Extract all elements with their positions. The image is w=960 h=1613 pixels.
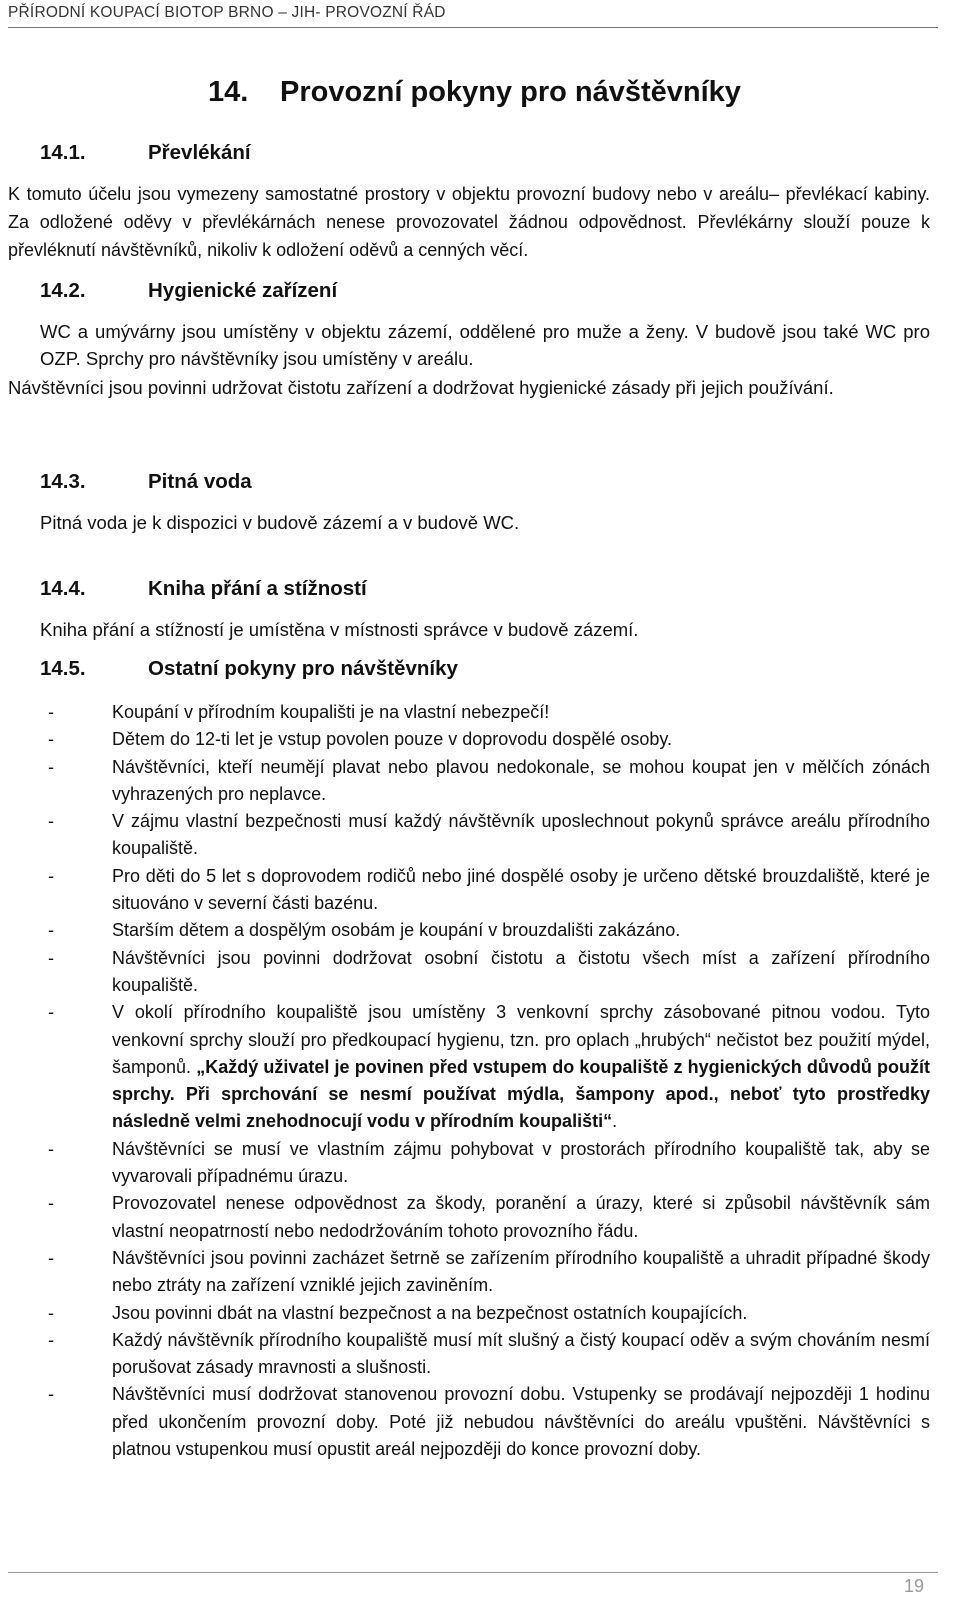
list-item xyxy=(40,1327,930,1382)
list-item-text: Každý návštěvník přírodního koupaliště musí mít slušný a čistý koupací oděv a svým chováním nesmí porušovat zásady mravnosti a slušnosti. xyxy=(112,1329,930,1378)
list-item-text: Návštěvníci jsou povinni zacházet šetrně se zařízením přírodního koupaliště a uhradit případné škody nebo ztráty na zařízení vzniklé jejich zaviněním. xyxy=(112,1247,930,1296)
list-item-text: Dětem do 12-ti let je vstup povolen pouze v doprovodu dospělé osoby. xyxy=(112,729,673,750)
list-item xyxy=(40,1245,930,1300)
list-item-text: Návštěvníci jsou povinni dodržovat osobní čistotu a čistotu všech míst a zařízení přírodního koupaliště. xyxy=(112,947,930,995)
list-item-text: Provozovatel nenese odpovědnost za škody, poranění a úrazy, které si způsobil návštěvník sám vlastní neopatrností nebo nedodržováním tohoto provozního řádu. xyxy=(112,1193,930,1241)
section-title: Pitná voda xyxy=(148,470,252,493)
dash-bullet: - xyxy=(48,1247,54,1268)
list-item xyxy=(40,1190,930,1245)
dash-bullet: - xyxy=(48,1193,54,1214)
section-number: 14.3. xyxy=(40,470,86,493)
section-title: Hygienické zařízení xyxy=(148,279,338,302)
list-item-text: . xyxy=(612,1111,618,1132)
dash-bullet: - xyxy=(48,920,54,941)
list-item xyxy=(40,999,930,1135)
dash-bullet: - xyxy=(48,947,54,968)
chapter-title-text: Provozní pokyny pro návštěvníky xyxy=(280,76,741,108)
dash-bullet: - xyxy=(48,811,54,832)
list-item xyxy=(40,917,930,944)
list-item xyxy=(40,1381,930,1463)
section-title: Převlékání xyxy=(148,141,251,164)
running-header: PŘÍRODNÍ KOUPACÍ BIOTOP BRNO – JIH- PROVOZNÍ ŘÁD xyxy=(8,4,938,28)
section-heading-14-1 xyxy=(40,141,251,165)
dash-bullet: - xyxy=(48,1384,54,1405)
section-heading-14-4 xyxy=(40,577,367,601)
section-number: 14.1. xyxy=(40,141,86,164)
section-text-14-3: Pitná voda je k dispozici v budově zázemí a v budově WC. xyxy=(40,512,520,533)
dash-bullet: - xyxy=(48,1329,54,1350)
list-item xyxy=(40,726,930,753)
list-item-text: Jsou povinni dbát na vlastní bezpečnost a na bezpečnost ostatních koupajících. xyxy=(112,1302,748,1323)
list-item-text: V okolí přírodního koupaliště jsou umístěny 3 venkovní sprchy zásobované pitnou vodou. Tyto venkovní sprchy slouží pro předkoupací hygienu, tzn. pro oplach „hrubých“ nečistot bez použití mýdel, šamponů. xyxy=(112,1002,930,1077)
list-item-text: Návštěvníci se musí ve vlastním zájmu pohybovat v prostorách přírodního koupaliště tak, aby se vyvarovali případnému úrazu. xyxy=(112,1138,930,1187)
section-text-14-2: WC a umývárny jsou umístěny v objektu zázemí, oddělené pro muže a ženy. V budově jsou také WC pro OZP. Sprchy pro návštěvníky jsou umístěny v areálu. xyxy=(40,321,930,369)
section-number: 14.4. xyxy=(40,577,86,600)
section-text-14-4: Kniha přání a stížností je umístěna v místnosti správce v budově zázemí. xyxy=(40,619,639,640)
footer-divider xyxy=(8,1572,938,1573)
dash-bullet: - xyxy=(48,1002,54,1023)
chapter-number: 14. xyxy=(208,76,249,108)
section-number: 14.2. xyxy=(40,279,86,302)
dash-bullet: - xyxy=(48,702,54,722)
list-item xyxy=(40,754,930,809)
dash-bullet: - xyxy=(48,1302,54,1323)
section-title: Kniha přání a stížností xyxy=(148,577,367,600)
list-item xyxy=(40,1300,930,1327)
visitor-rules-list xyxy=(40,699,930,1463)
dash-bullet: - xyxy=(48,1138,54,1159)
section-number: 14.5. xyxy=(40,657,86,680)
dash-bullet: - xyxy=(48,756,54,777)
list-item xyxy=(40,1136,930,1191)
list-item xyxy=(40,863,930,918)
list-item xyxy=(40,808,930,863)
section-heading-14-2 xyxy=(40,279,337,303)
section-text-14-1: K tomuto účelu jsou vymezeny samostatné prostory v objektu provozní budovy nebo v areálu– převlékací kabiny. Za odložené oděvy v převlékárnách nenese provozovatel žádnou odpovědnost. Převlékárny slouží pouze k převléknutí návštěvníků, nikoliv k odložení oděvů a cenných věcí. xyxy=(8,184,930,260)
list-item-text: Starším dětem a dospělým osobám je koupání v brouzdališti zakázáno. xyxy=(112,920,681,941)
list-item-bold-text: „Každý uživatel je povinen před vstupem do koupaliště z hygienických důvodů použít sprchy. Při sprchování se nesmí používat mýdla, šampony apod., neboť tyto prostředky následně velmi znehodnocují vodu v přírodním koupališti“ xyxy=(112,1056,930,1132)
list-item-text: Koupání v přírodním koupališti je na vlastní nebezpečí! xyxy=(112,702,550,722)
list-item xyxy=(40,945,930,1000)
list-item xyxy=(40,699,930,726)
list-item-text: Pro děti do 5 let s doprovodem rodičů nebo jiné dospělé osoby je určeno dětské brouzdaliště, které je situováno v severní části bazénu. xyxy=(112,865,930,914)
dash-bullet: - xyxy=(48,729,54,750)
chapter-title xyxy=(208,76,741,109)
section-heading-14-5 xyxy=(40,657,458,681)
list-item-text: Návštěvníci musí dodržovat stanovenou provozní dobu. Vstupenky se prodávají nejpozději 1 hodinu před ukončením provozní doby. Poté již nebudou návštěvníci do areálu vpuštěni. Návštěvníci s platnou vstupenkou musí opustit areál nejpozději do konce provozní doby. xyxy=(112,1384,930,1460)
page-number: 19 xyxy=(904,1576,925,1596)
list-item-text: Návštěvníci, kteří neumějí plavat nebo plavou nedokonale, se mohou koupat jen v mělčích zónách vyhrazených pro neplavce. xyxy=(112,756,930,804)
section-text-14-2b: Návštěvníci jsou povinni udržovat čistotu zařízení a dodržovat hygienické zásady při jejich používání. xyxy=(8,377,834,398)
section-heading-14-3 xyxy=(40,470,252,494)
list-item-text: V zájmu vlastní bezpečnosti musí každý návštěvník uposlechnout pokynů správce areálu přírodního koupaliště. xyxy=(112,811,930,859)
dash-bullet: - xyxy=(48,865,54,886)
section-title: Ostatní pokyny pro návštěvníky xyxy=(148,657,458,680)
